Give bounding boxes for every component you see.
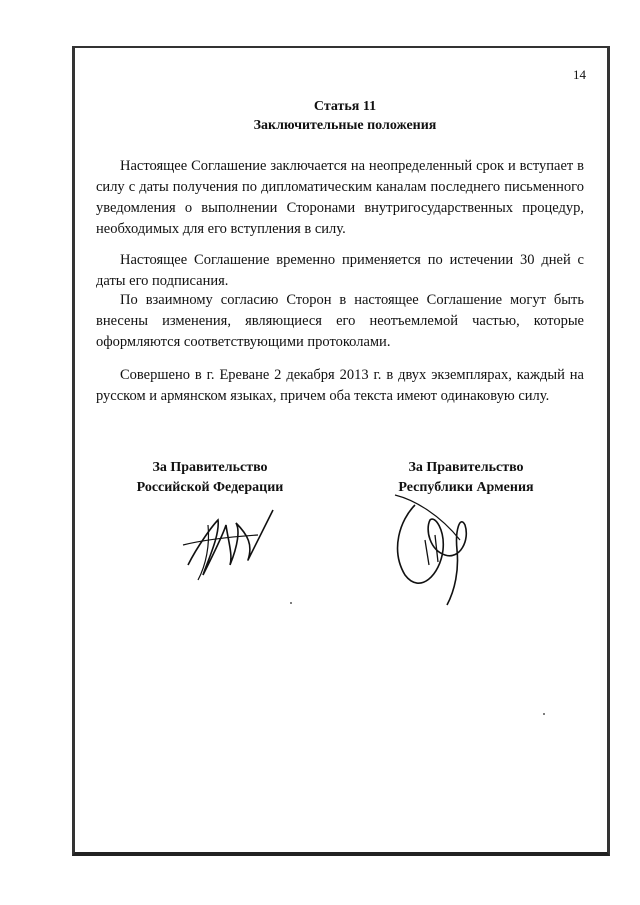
article-number: Статья 11 bbox=[313, 99, 377, 114]
paragraph-done-at: Совершено в г. Ереване 2 декабря 2013 г. в двух экземплярах, каждый на русском и армянском языках, причем оба текста имеют одинаковую силу. bbox=[96, 367, 584, 404]
article-title: Заключительные положения bbox=[253, 118, 437, 133]
page-number: 14 bbox=[573, 67, 586, 82]
signature-left bbox=[178, 505, 278, 585]
signatory-country: Российской Федерации bbox=[136, 480, 284, 495]
speck bbox=[543, 713, 545, 715]
paragraph-provisional-application: Настоящее Соглашение временно применяется по истечении 30 дней с даты его подписания. bbox=[96, 252, 584, 289]
signatory-block-russia bbox=[90, 458, 330, 498]
paragraph-term: Настоящее Соглашение заключается на неопределенный срок и вступает в силу с даты получения по дипломатическим каналам последнего письменного уведомления о выполнении Сторонами внутригосударственных процедур, необходимых для его вступления в силу. bbox=[96, 158, 584, 237]
paragraph-amendments: По взаимному согласию Сторон в настоящее Соглашение могут быть внесены изменения, являющиеся его неотъемлемой частью, которые оформляются соответствующими протоколами. bbox=[96, 292, 584, 350]
signatory-line: За Правительство bbox=[408, 460, 524, 475]
signatory-line: За Правительство bbox=[152, 460, 268, 475]
speck bbox=[290, 602, 292, 604]
signature-right bbox=[385, 480, 495, 610]
signatory-country: Республики Армения bbox=[398, 480, 534, 495]
